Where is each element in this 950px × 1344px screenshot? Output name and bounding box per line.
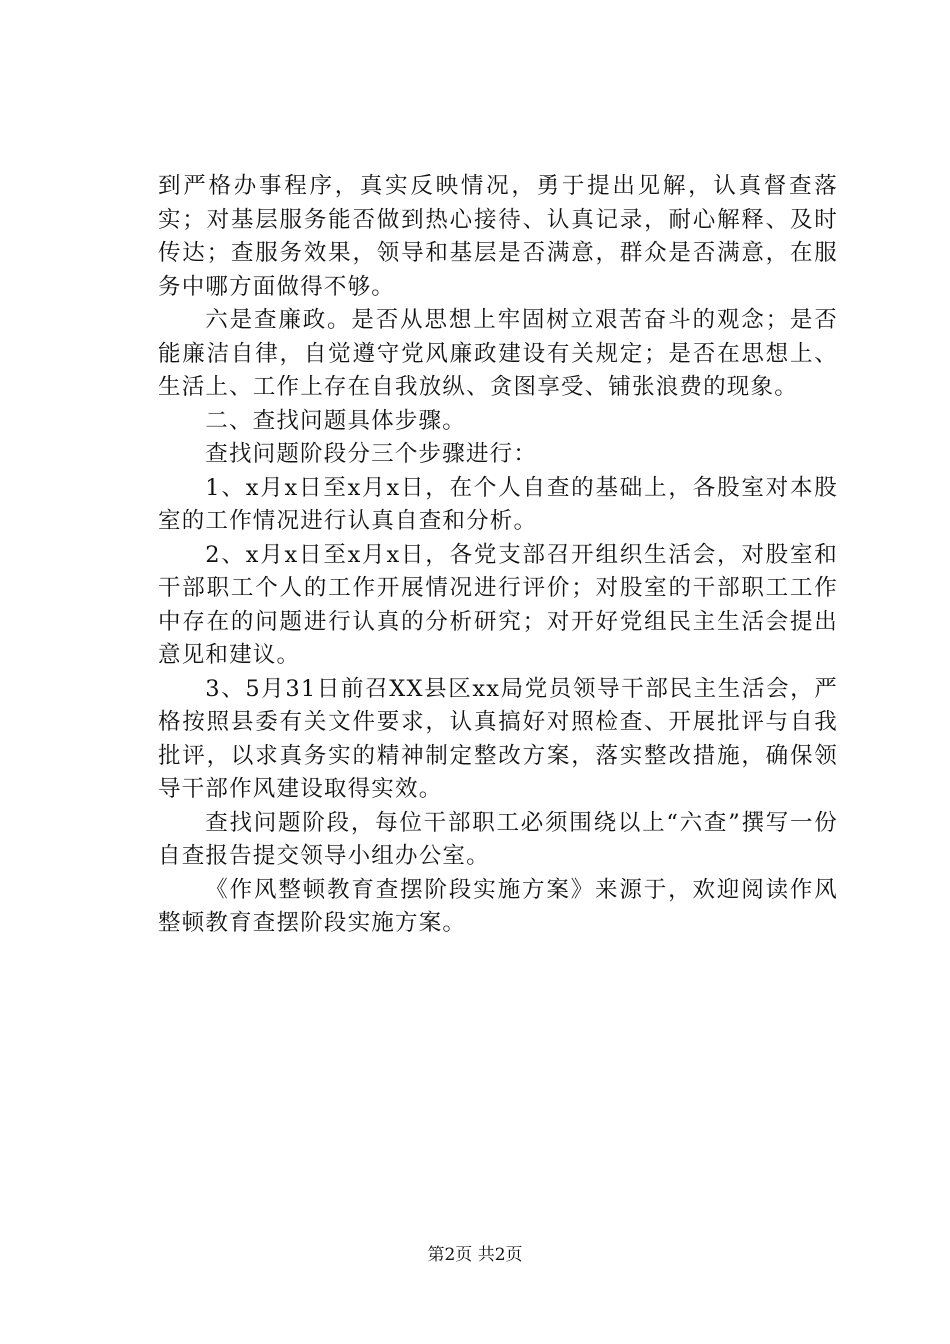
page-number: 第2页 共2页 [427,1245,523,1265]
paragraph-step-2: 2、x月x日至x月x日，各党支部召开组织生活会，对股室和干部职工个人的工作开展情况进行评价；对股室的干部职工工作中存在的问题进行认真的分析研究；对开好党组民主生活会提出意见和建议。 [158,541,838,668]
paragraph-step-3: 3、5月31日前召XX县区xx局党员领导干部民主生活会，严格按照县委有关文件要求，认真搞好对照检查、开展批评与自我批评，以求真务实的精神制定整改方案，落实整改措施，确保领导干部作风建设取得实效。 [158,675,838,802]
page-footer [0,1244,950,1266]
paragraph-integrity-check: 六是查廉政。是否从思想上牢固树立艰苦奋斗的观念；是否能廉洁自律，自觉遵守党风廉政建设有关规定；是否在思想上、生活上、工作上存在自我放纵、贪图享受、铺张浪费的现象。 [158,307,838,400]
paragraph-source-note: 《作风整顿教育查摆阶段实施方案》来源于，欢迎阅读作风整顿教育查摆阶段实施方案。 [158,876,838,936]
document-body [158,170,838,941]
paragraph-self-report: 查找问题阶段，每位干部职工必须围绕以上“六查”撰写一份自查报告提交领导小组办公室。 [158,809,838,869]
paragraph-continuation: 到严格办事程序，真实反映情况，勇于提出见解，认真督查落实；对基层服务能否做到热心接待、认真记录，耐心解释、及时传达；查服务效果，领导和基层是否满意，群众是否满意，在服务中哪方面做得不够。 [158,173,838,300]
paragraph-step-1: 1、x月x日至x月x日，在个人自查的基础上，各股室对本股室的工作情况进行认真自查和分析。 [158,474,838,534]
section-heading-steps: 二、查找问题具体步骤。 [205,407,466,434]
paragraph-steps-intro: 查找问题阶段分三个步骤进行： [205,441,538,467]
